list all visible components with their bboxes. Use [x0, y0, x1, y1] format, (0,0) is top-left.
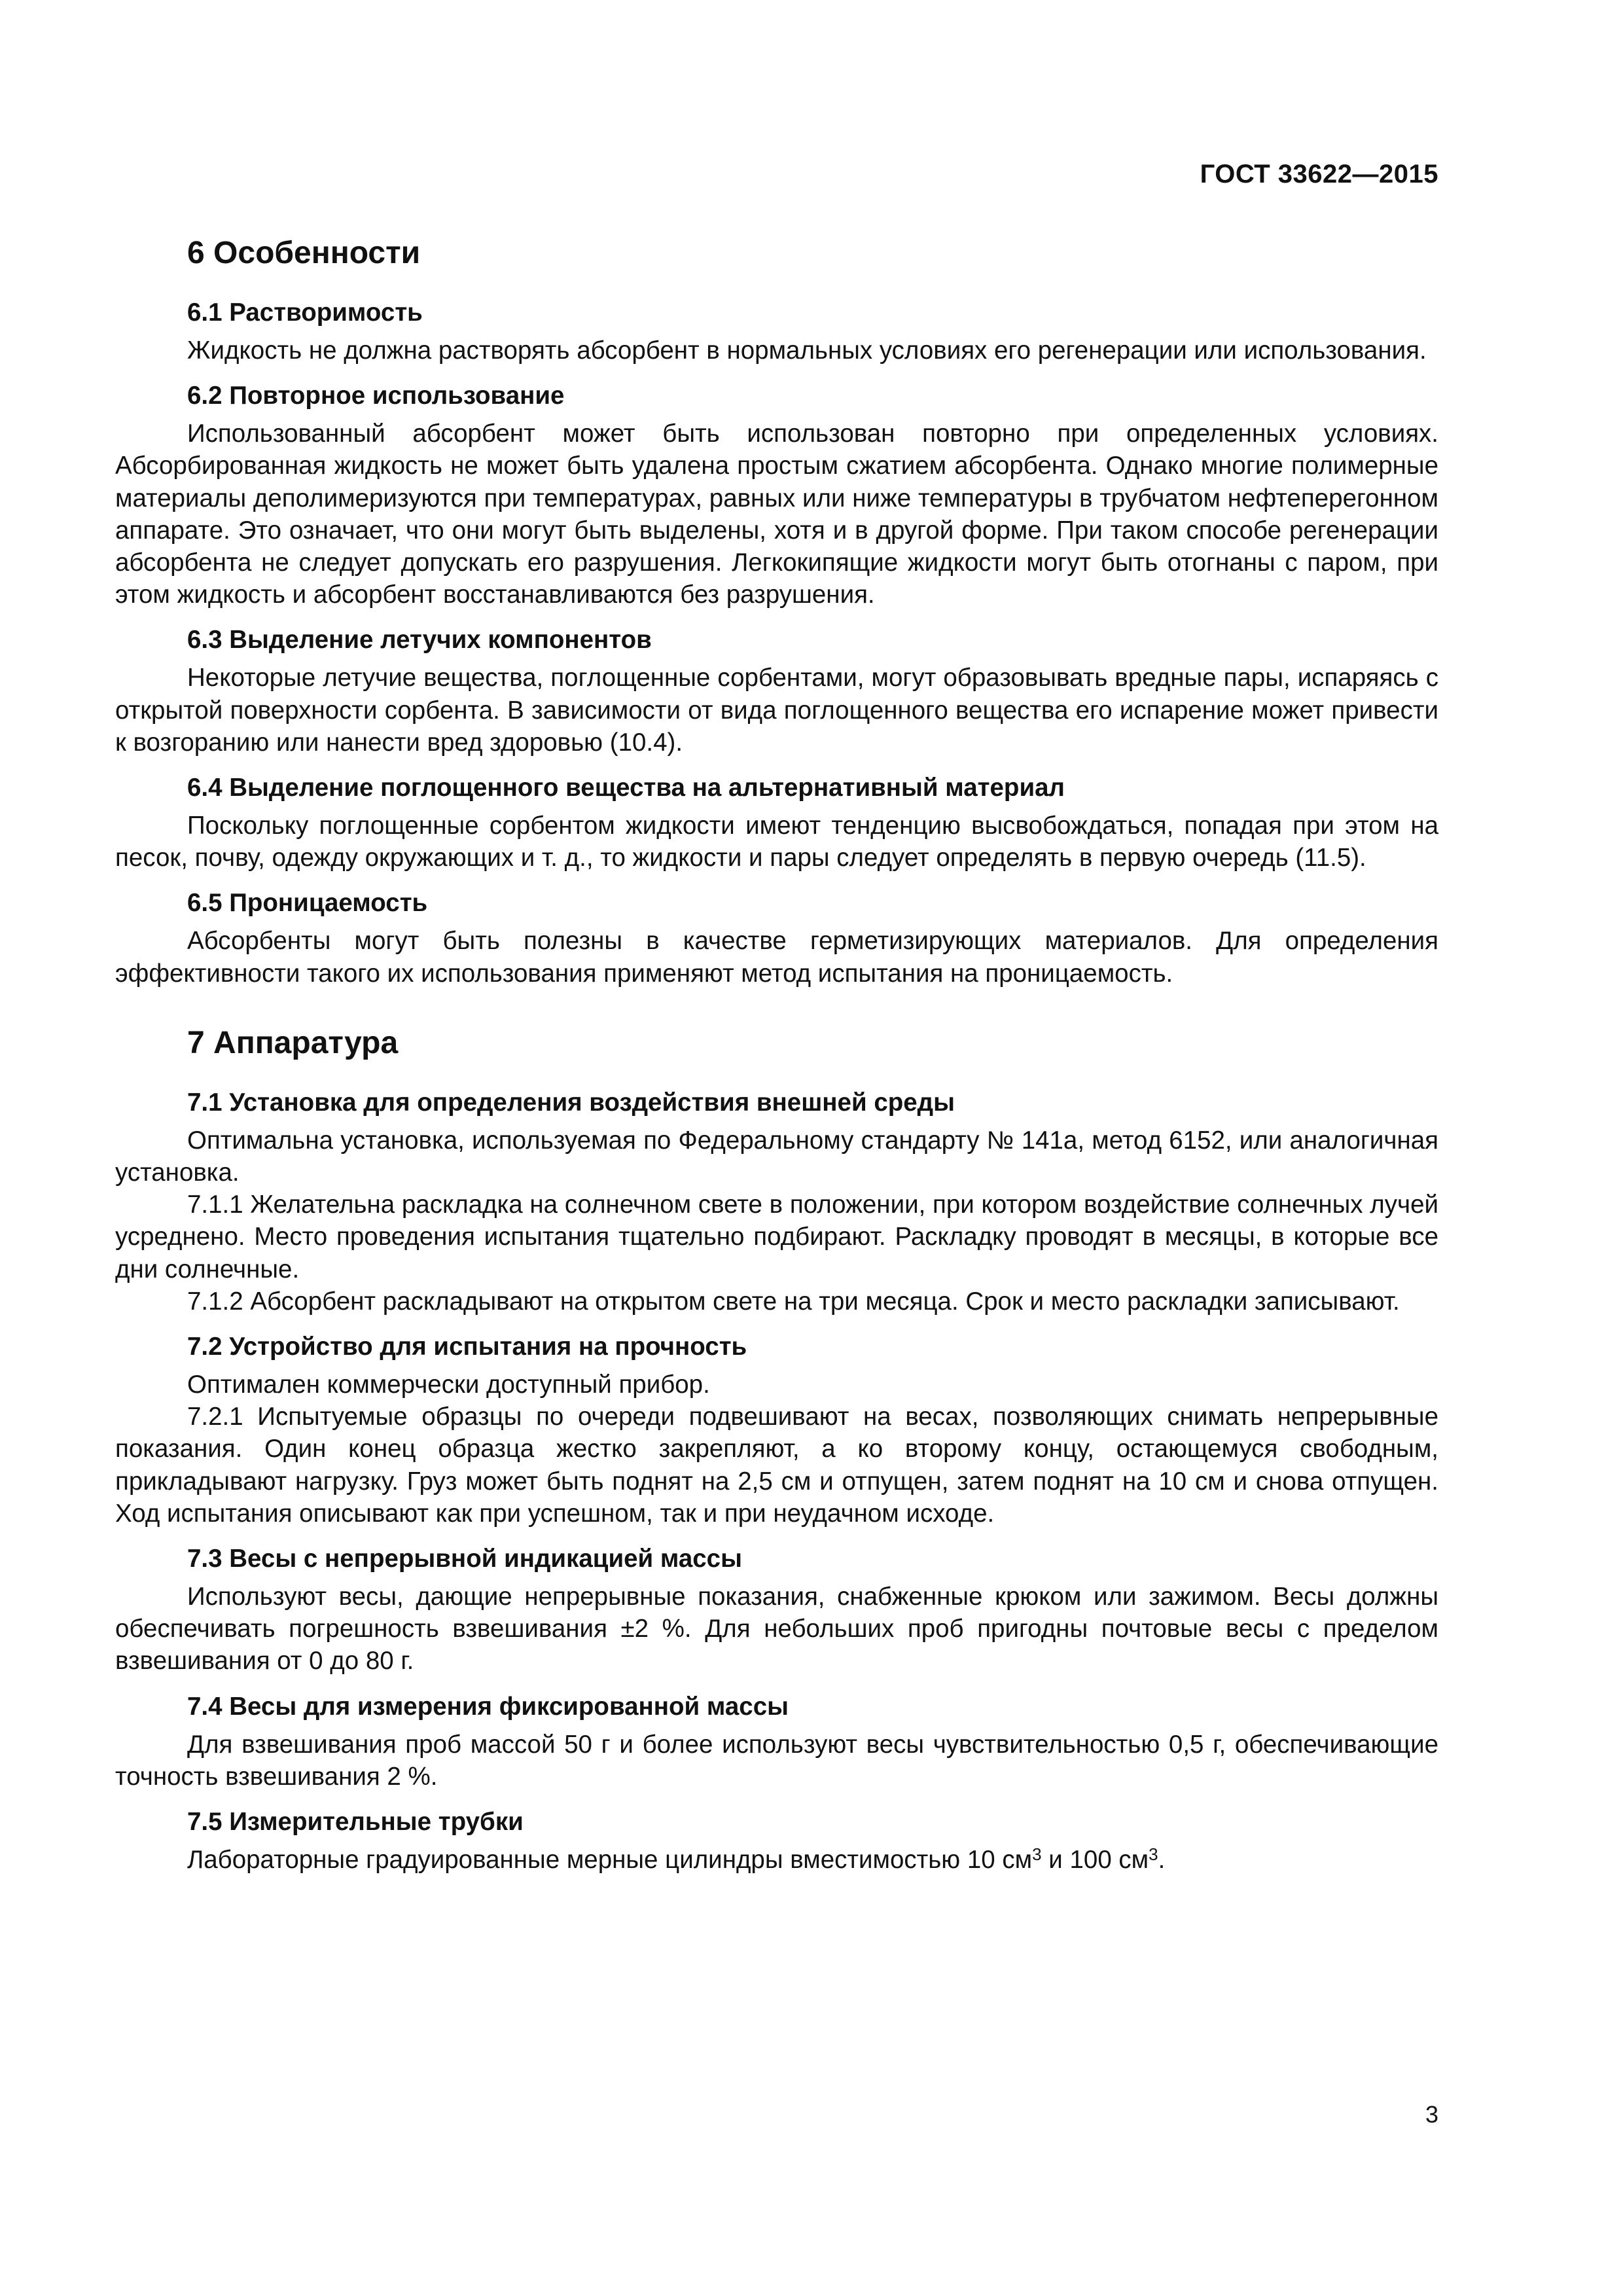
paragraph-7-5-text-b: и 100 см — [1041, 1846, 1149, 1874]
subsection-6-5-heading: 6.5 Проницаемость — [187, 889, 428, 918]
paragraph-6-3: Некоторые летучие вещества, поглощенные сорбентами, могут образовывать вредные пары, испаряясь с открытой поверхности сорбента. В зависимости от вида поглощенного вещества его испарение может привести к возгоранию или нанести вред здоровью (10.4). — [115, 664, 1438, 757]
paragraph-7-1-2: 7.1.2 Абсорбент раскладывают на открытом свете на три месяца. Срок и место раскладки записывают. — [187, 1287, 1400, 1316]
paragraph-7-5-text-a: Лабораторные градуированные мерные цилиндры вместимостью 10 см — [187, 1846, 1033, 1874]
page-content — [115, 164, 1438, 1876]
subsection-6-4-heading: 6.4 Выделение поглощенного вещества на альтернативный материал — [187, 774, 1065, 802]
paragraph-6-5: Абсорбенты могут быть полезны в качестве герметизирующих материалов. Для определения эффективности такого их использования применяют метод испытания на проницаемость. — [115, 927, 1438, 988]
paragraph-6-1: Жидкость не должна растворять абсорбент в нормальных условиях его регенерации или использования. — [187, 336, 1427, 365]
superscript-cubic-2: 3 — [1149, 1844, 1158, 1865]
subsection-7-5-heading: 7.5 Измерительные трубки — [187, 1808, 524, 1837]
superscript-cubic-1: 3 — [1032, 1844, 1042, 1865]
paragraph-7-5-text-c: . — [1158, 1846, 1166, 1874]
section-6-heading: 6 Особенности — [187, 236, 421, 270]
paragraph-7-2-1: 7.2.1 Испытуемые образцы по очереди подвешивают на весах, позволяющих снимать непрерывные показания. Один конец образца жестко закрепляют, а ко второму концу, остающемуся свободным, прикладывают нагрузку. Груз может быть поднят на 2,5 см и отпущен, затем поднят на 10 см и снова отпущен. Ход испытания описывают как при успешном, так и при неудачном исходе. — [115, 1403, 1438, 1528]
paragraph-7-2: Оптимален коммерчески доступный прибор. — [187, 1371, 710, 1399]
paragraph-7-4: Для взвешивания проб массой 50 г и более используют весы чувствительностью 0,5 г, обеспечивающие точность взвешивания 2 %. — [115, 1730, 1438, 1791]
subsection-6-3-heading: 6.3 Выделение летучих компонентов — [187, 626, 652, 655]
subsection-7-4-heading: 7.4 Весы для измерения фиксированной массы — [187, 1692, 789, 1721]
paragraph-7-3: Используют весы, дающие непрерывные показания, снабженные крюком или зажимом. Весы должны обеспечивать погрешность взвешивания ±2 %. Для небольших проб пригодны почтовые весы с пределом взвешивания от 0 до 80 г. — [115, 1583, 1438, 1676]
paragraph-7-5 — [115, 1844, 1438, 1876]
paragraph-7-1: Оптимальна установка, используемая по Федеральному стандарту № 141а, метод 6152, или аналогичная установка. — [115, 1126, 1438, 1187]
subsection-6-2-heading: 6.2 Повторное использование — [187, 382, 565, 410]
page-number: 3 — [1425, 2101, 1438, 2128]
subsection-7-1-heading: 7.1 Установка для определения воздействия внешней среды — [187, 1088, 955, 1117]
subsection-7-3-heading: 7.3 Весы с непрерывной индикацией массы — [187, 1545, 742, 1573]
subsection-6-1-heading: 6.1 Растворимость — [187, 298, 423, 327]
paragraph-6-2: Использованный абсорбент может быть использован повторно при определенных условиях. Абсорбированная жидкость не может быть удалена простым сжатием абсорбента. Однако многие полимерные материалы деполимеризуются при температурах, равных или ниже температуры в трубчатом нефтеперегонном аппарате. Это означает, что они могут быть выделены, хотя и в другой форме. При таком способе регенерации абсорбента не следует допускать его разрушения. Легкокипящие жидкости могут быть отогнаны с паром, при этом жидкость и абсорбент восстанавливаются без разрушения. — [115, 420, 1438, 609]
paragraph-6-4: Поскольку поглощенные сорбентом жидкости имеют тенденцию высвобождаться, попадая при этом на песок, почву, одежду окружающих и т. д., то жидкости и пары следует определять в первую очередь (11.5). — [115, 812, 1438, 872]
subsection-7-2-heading: 7.2 Устройство для испытания на прочность — [187, 1333, 747, 1361]
paragraph-7-1-1: 7.1.1 Желательна раскладка на солнечном свете в положении, при котором воздействие солнечных лучей усреднено. Место проведения испытания тщательно подбирают. Раскладку проводят в месяцы, в которые все дни солнечные. — [115, 1191, 1438, 1283]
document-code: ГОСТ 33622—2015 — [1200, 160, 1438, 188]
section-7-heading: 7 Аппаратура — [187, 1025, 399, 1060]
